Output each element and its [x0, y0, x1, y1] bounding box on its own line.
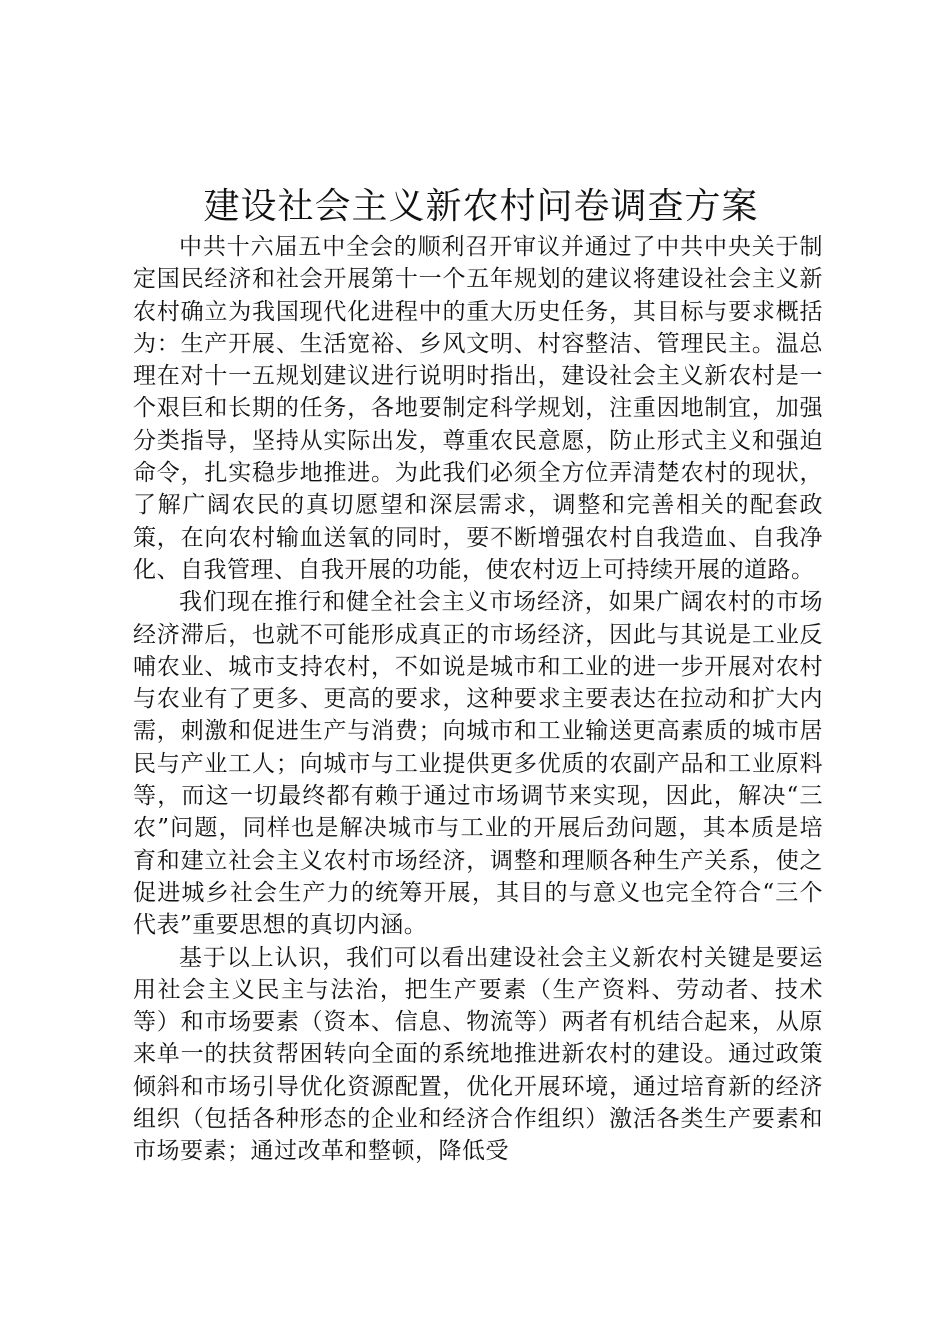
paragraph-3: 基于以上认识，我们可以看出建设社会主义新农村关键是要运用社会主义民主与法治，把生产要素（生产资料、劳动者、技术等）和市场要素（资本、信息、物流等）两者有机结合起来，从原来单一的扶贫帮困转向全面的系统地推进新农村的建设。通过政策倾斜和市场引导优化资源配置，优化开展环境，通过培育新的经济组织（包括各种形态的企业和经济合作组织）激活各类生产要素和市场要素；通过改革和整顿，降低受	[133, 944, 823, 1165]
paragraph-1: 中共十六届五中全会的顺利召开审议并通过了中共中央关于制定国民经济和社会开展第十一个五年规划的建议将建设社会主义新农村确立为我国现代化进程中的重大历史任务，其目标与要求概括为：生产开展、生活宽裕、乡风文明、村容整洁、管理民主。温总理在对十一五规划建议进行说明时指出，建设社会主义新农村是一个艰巨和长期的任务，各地要制定科学规划，注重因地制宜，加强分类指导，坚持从实际出发，尊重农民意愿，防止形式主义和强迫命令，扎实稳步地推进。为此我们必须全方位弄清楚农村的现状，了解广阔农民的真切愿望和深层需求，调整和完善相关的配套政策，在向农村输血送氧的同时，要不断增强农村自我造血、自我净化、自我管理、自我开展的功能，使农村迈上可持续开展的道路。	[133, 234, 823, 583]
document-title: 建设社会主义新农村问卷调查方案	[203, 186, 759, 227]
document-page	[133, 183, 823, 1168]
paragraph-2: 我们现在推行和健全社会主义市场经济，如果广阔农村的市场经济滞后，也就不可能形成真正的市场经济，因此与其说是工业反哺农业、城市支持农村，不如说是城市和工业的进一步开展对农村与农业有了更多、更高的要求，这种要求主要表达在拉动和扩大内需，刺激和促进生产与消费；向城市和工业输送更高素质的城市居民与产业工人；向城市与工业提供更多优质的农副产品和工业原料等，而这一切最终都有赖于通过市场调节来实现，因此，解决“三农”问题，同样也是解决城市与工业的开展后劲问题，其本质是培育和建立社会主义农村市场经济，调整和理顺各种生产关系，使之促进城乡社会生产力的统筹开展，其目的与意义也完全符合“三个代表”重要思想的真切内涵。	[133, 589, 823, 939]
